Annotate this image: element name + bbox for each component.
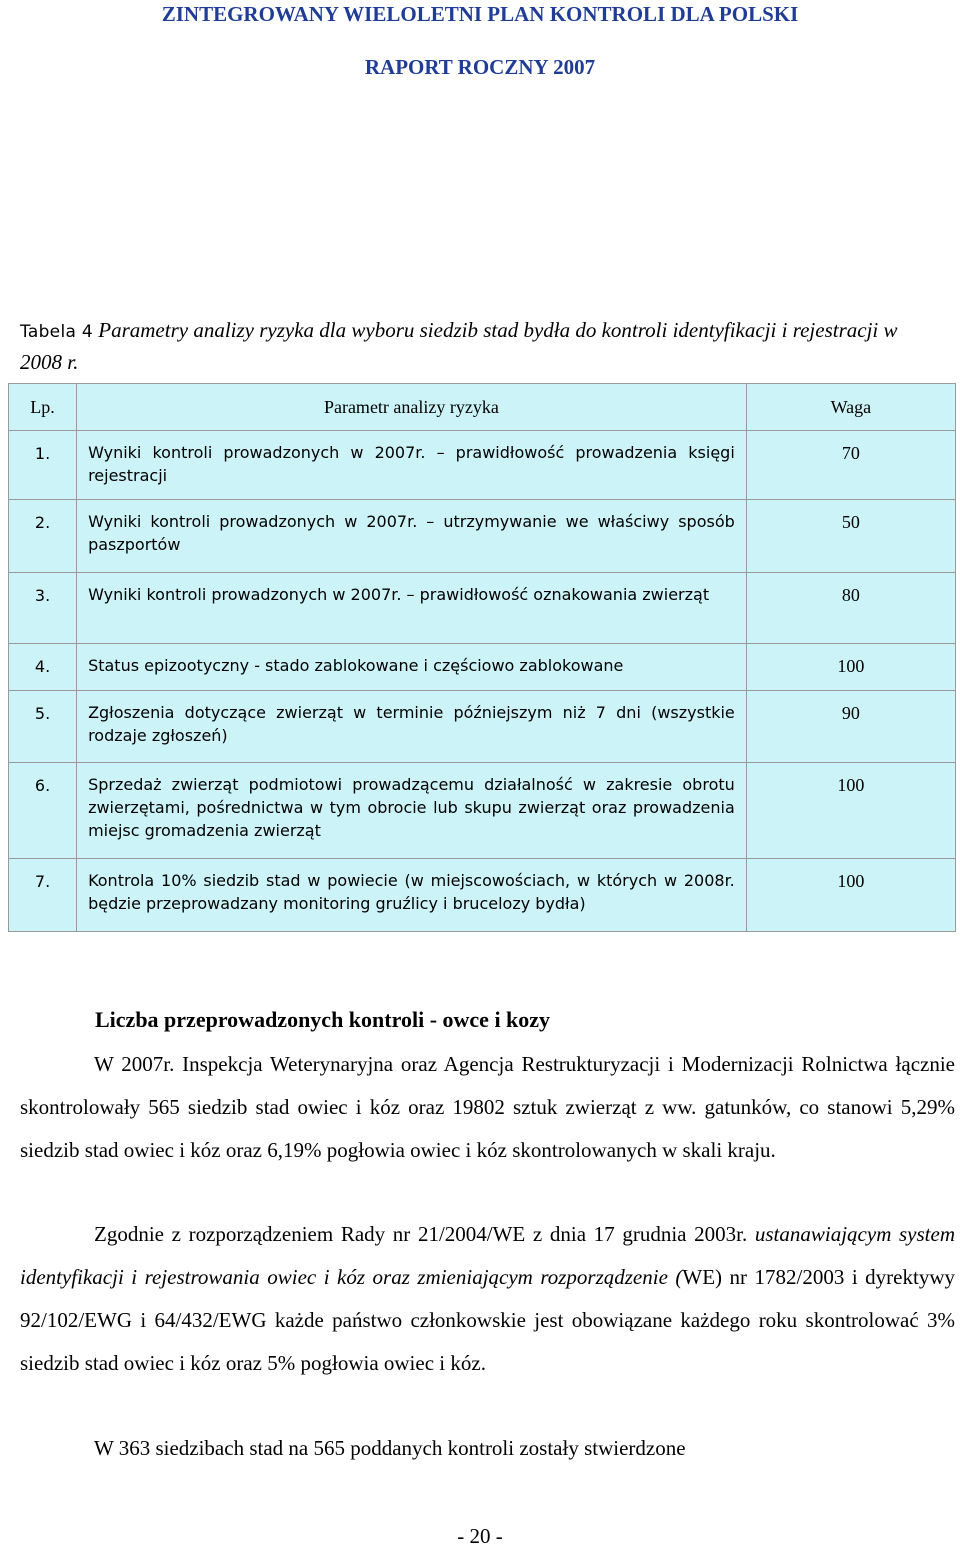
row-parameter: Kontrola 10% siedzib stad w powiecie (w miejscowościach, w których w 2008r. będzie przeprowadzany monitoring gruźlicy i brucelozy bydła) [77, 859, 747, 932]
row-number: 6. [9, 763, 77, 859]
paragraph-text: W 2007r. Inspekcja Weterynaryjna oraz Agencja Restrukturyzacji i Modernizacji Rolnictwa łącznie skontrolowały 565 siedzib stad owiec i kóz oraz 19802 sztuk zwierząt z ww. gatunków, co stanowi 5,29% siedzib stad owiec i kóz oraz 6,19% pogłowia owiec i kóz skontrolowanych w skali kraju. [20, 1052, 955, 1162]
row-number: 5. [9, 691, 77, 763]
page-number: - 20 - [457, 1524, 503, 1548]
table-row [9, 500, 956, 573]
table-caption [20, 315, 940, 377]
section-heading: Liczba przeprowadzonych kontroli - owce i kozy [95, 1007, 551, 1032]
row-parameter: Wyniki kontroli prowadzonych w 2007r. – prawidłowość prowadzenia księgi rejestracji [77, 431, 747, 500]
header-lp: Lp. [9, 384, 77, 431]
report-title: ZINTEGROWANY WIELOLETNI PLAN KONTROLI DLA POLSKI [161, 2, 799, 26]
paragraph-text: W 363 siedzibach stad na 565 poddanych kontroli zostały stwierdzone [94, 1436, 686, 1460]
row-parameter: Zgłoszenia dotyczące zwierząt w terminie późniejszym niż 7 dni (wszystkie rodzaje zgłoszeń) [77, 691, 747, 763]
row-weight: 90 [746, 691, 955, 763]
table-row [9, 573, 956, 644]
row-weight: 50 [746, 500, 955, 573]
row-weight: 100 [746, 763, 955, 859]
header-weight: Waga [746, 384, 955, 431]
paragraph [20, 1213, 955, 1385]
table-caption-text: Parametry analizy ryzyka dla wyboru siedzib stad bydła do kontroli identyfikacji i rejestracji w 2008 r. [20, 318, 898, 374]
table-row [9, 763, 956, 859]
table-header-row [9, 384, 956, 431]
row-weight: 100 [746, 644, 955, 691]
row-weight: 80 [746, 573, 955, 644]
header-parameter: Parametr analizy ryzyka [77, 384, 747, 431]
table-row [9, 859, 956, 932]
paragraph [20, 1043, 955, 1172]
row-number: 7. [9, 859, 77, 932]
row-parameter: Sprzedaż zwierząt podmiotowi prowadzącemu działalność w zakresie obrotu zwierzętami, pośrednictwa w tym obrocie lub skupu zwierząt oraz prowadzenia miejsc gromadzenia zwierząt [77, 763, 747, 859]
row-parameter: Wyniki kontroli prowadzonych w 2007r. – prawidłowość oznakowania zwierząt [77, 573, 747, 644]
regulation-title: ustanawiającym system identyfikacji i rejestrowania owiec i kóz oraz zmieniającym rozporządzenie ( [20, 1222, 955, 1289]
row-parameter: Status epizootyczny - stado zablokowane i częściowo zablokowane [77, 644, 747, 691]
paragraph [20, 1427, 955, 1470]
row-weight: 100 [746, 859, 955, 932]
row-number: 1. [9, 431, 77, 500]
table-row [9, 431, 956, 500]
report-subtitle: RAPORT ROCZNY 2007 [364, 55, 596, 79]
table-row [9, 644, 956, 691]
paragraph-text: WE) nr 1782/2003 i dyrektywy 92/102/EWG i 64/432/EWG każde państwo członkowskie jest obowiązane każdego roku skontrolować 3% siedzib stad owiec i kóz oraz 5% pogłowia owiec i kóz. [20, 1265, 955, 1375]
row-number: 2. [9, 500, 77, 573]
table-row [9, 691, 956, 763]
row-weight: 70 [746, 431, 955, 500]
table-caption-number: Tabela 4 [20, 322, 93, 342]
paragraph-text: Zgodnie z rozporządzeniem Rady nr 21/2004/WE z dnia 17 grudnia 2003r. [94, 1222, 748, 1246]
row-number: 4. [9, 644, 77, 691]
row-parameter: Wyniki kontroli prowadzonych w 2007r. – utrzymywanie we właściwy sposób paszportów [77, 500, 747, 573]
risk-parameters-table [8, 383, 956, 932]
row-number: 3. [9, 573, 77, 644]
